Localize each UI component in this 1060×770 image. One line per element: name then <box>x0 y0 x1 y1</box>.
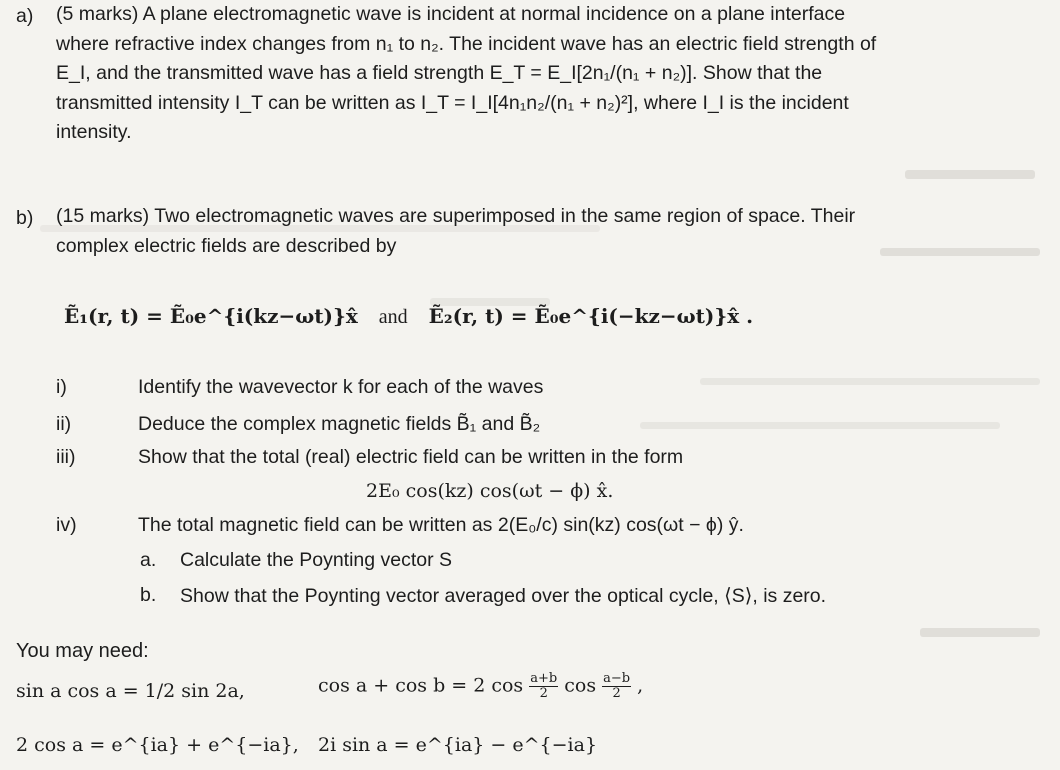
you-may-need-title: You may need: <box>16 640 149 662</box>
part-a-label: a) <box>16 5 34 27</box>
part-a-text <box>56 0 1056 148</box>
item-iv-a-text: Calculate the Poynting vector S <box>180 549 453 571</box>
item-i-label: i) <box>56 376 67 398</box>
formula-2cos: 2 cos a = e^{ia} + e^{−ia}, <box>16 734 299 756</box>
part-a-line: (5 marks) A plane electromagnetic wave is incident at normal incidence on a plane interface <box>56 3 846 25</box>
item-iv-b-label: b. <box>140 584 157 606</box>
part-b-label: b) <box>16 207 34 229</box>
part-a-line: transmitted intensity I_T can be written as I_T = I_I[4n₁n₂/(n₁ + n₂)²], where I_I is the incident <box>56 91 849 114</box>
part-b-line: (15 marks) Two electromagnetic waves are superimposed in the same region of space. Their <box>56 205 856 227</box>
item-iv-a-label: a. <box>140 549 157 571</box>
formula-cos-sum-left: cos a + cos b = 2 cos <box>318 674 524 697</box>
item-ii-text: Deduce the complex magnetic fields B̃₁ and B̃₂ <box>138 413 541 435</box>
part-a-line: E_I, and the transmitted wave has a field strength E_T = E_I[2n₁/(n₁ + n₂)]. Show that the <box>56 62 823 84</box>
item-iii-equation: 2E₀ cos(kz) cos(ωt − ϕ) x̂. <box>366 480 614 502</box>
equation-e2: Ẽ₂(r, t) = Ẽ₀e^{i(−kz−ωt)}x̂ . <box>428 304 754 328</box>
formula-cos-sum-end: , <box>637 674 644 697</box>
display-equation-row <box>64 304 753 329</box>
fraction-a-plus-b <box>529 672 558 701</box>
part-b-text <box>56 202 1056 261</box>
item-iv-label: iv) <box>56 514 77 536</box>
item-iv-text: The total magnetic field can be written as 2(E₀/c) sin(kz) cos(ωt − ϕ) ŷ. <box>138 514 744 536</box>
fraction-denominator: 2 <box>612 686 621 701</box>
item-iii-text: Show that the total (real) electric field can be written in the form <box>138 446 684 468</box>
item-iii-label: iii) <box>56 446 76 468</box>
part-a-line: where refractive index changes from n₁ to n₂. The incident wave has an electric field strength of <box>56 32 877 55</box>
fraction-a-minus-b <box>602 672 631 701</box>
part-a-line: intensity. <box>56 121 132 143</box>
fraction-numerator: a+b <box>530 671 558 686</box>
item-iv-b-text: Show that the Poynting vector averaged over the optical cycle, ⟨S⟩, is zero. <box>180 585 827 607</box>
item-i-text: Identify the wavevector k for each of the waves <box>138 376 544 398</box>
fraction-numerator: a−b <box>603 671 631 686</box>
fraction-denominator: 2 <box>539 686 548 701</box>
formula-cos-sum <box>318 672 643 701</box>
item-ii-label: ii) <box>56 413 72 435</box>
part-b-line: complex electric fields are described by <box>56 234 397 257</box>
formula-2isin: 2i sin a = e^{ia} − e^{−ia} <box>318 734 598 756</box>
formula-sin-cos: sin a cos a = 1/2 sin 2a, <box>16 680 245 702</box>
equation-e1: Ẽ₁(r, t) = Ẽ₀e^{i(kz−ωt)}x̂ <box>64 304 358 328</box>
formula-cos-sum-mid: cos <box>564 674 597 697</box>
equation-and: and <box>378 306 408 328</box>
